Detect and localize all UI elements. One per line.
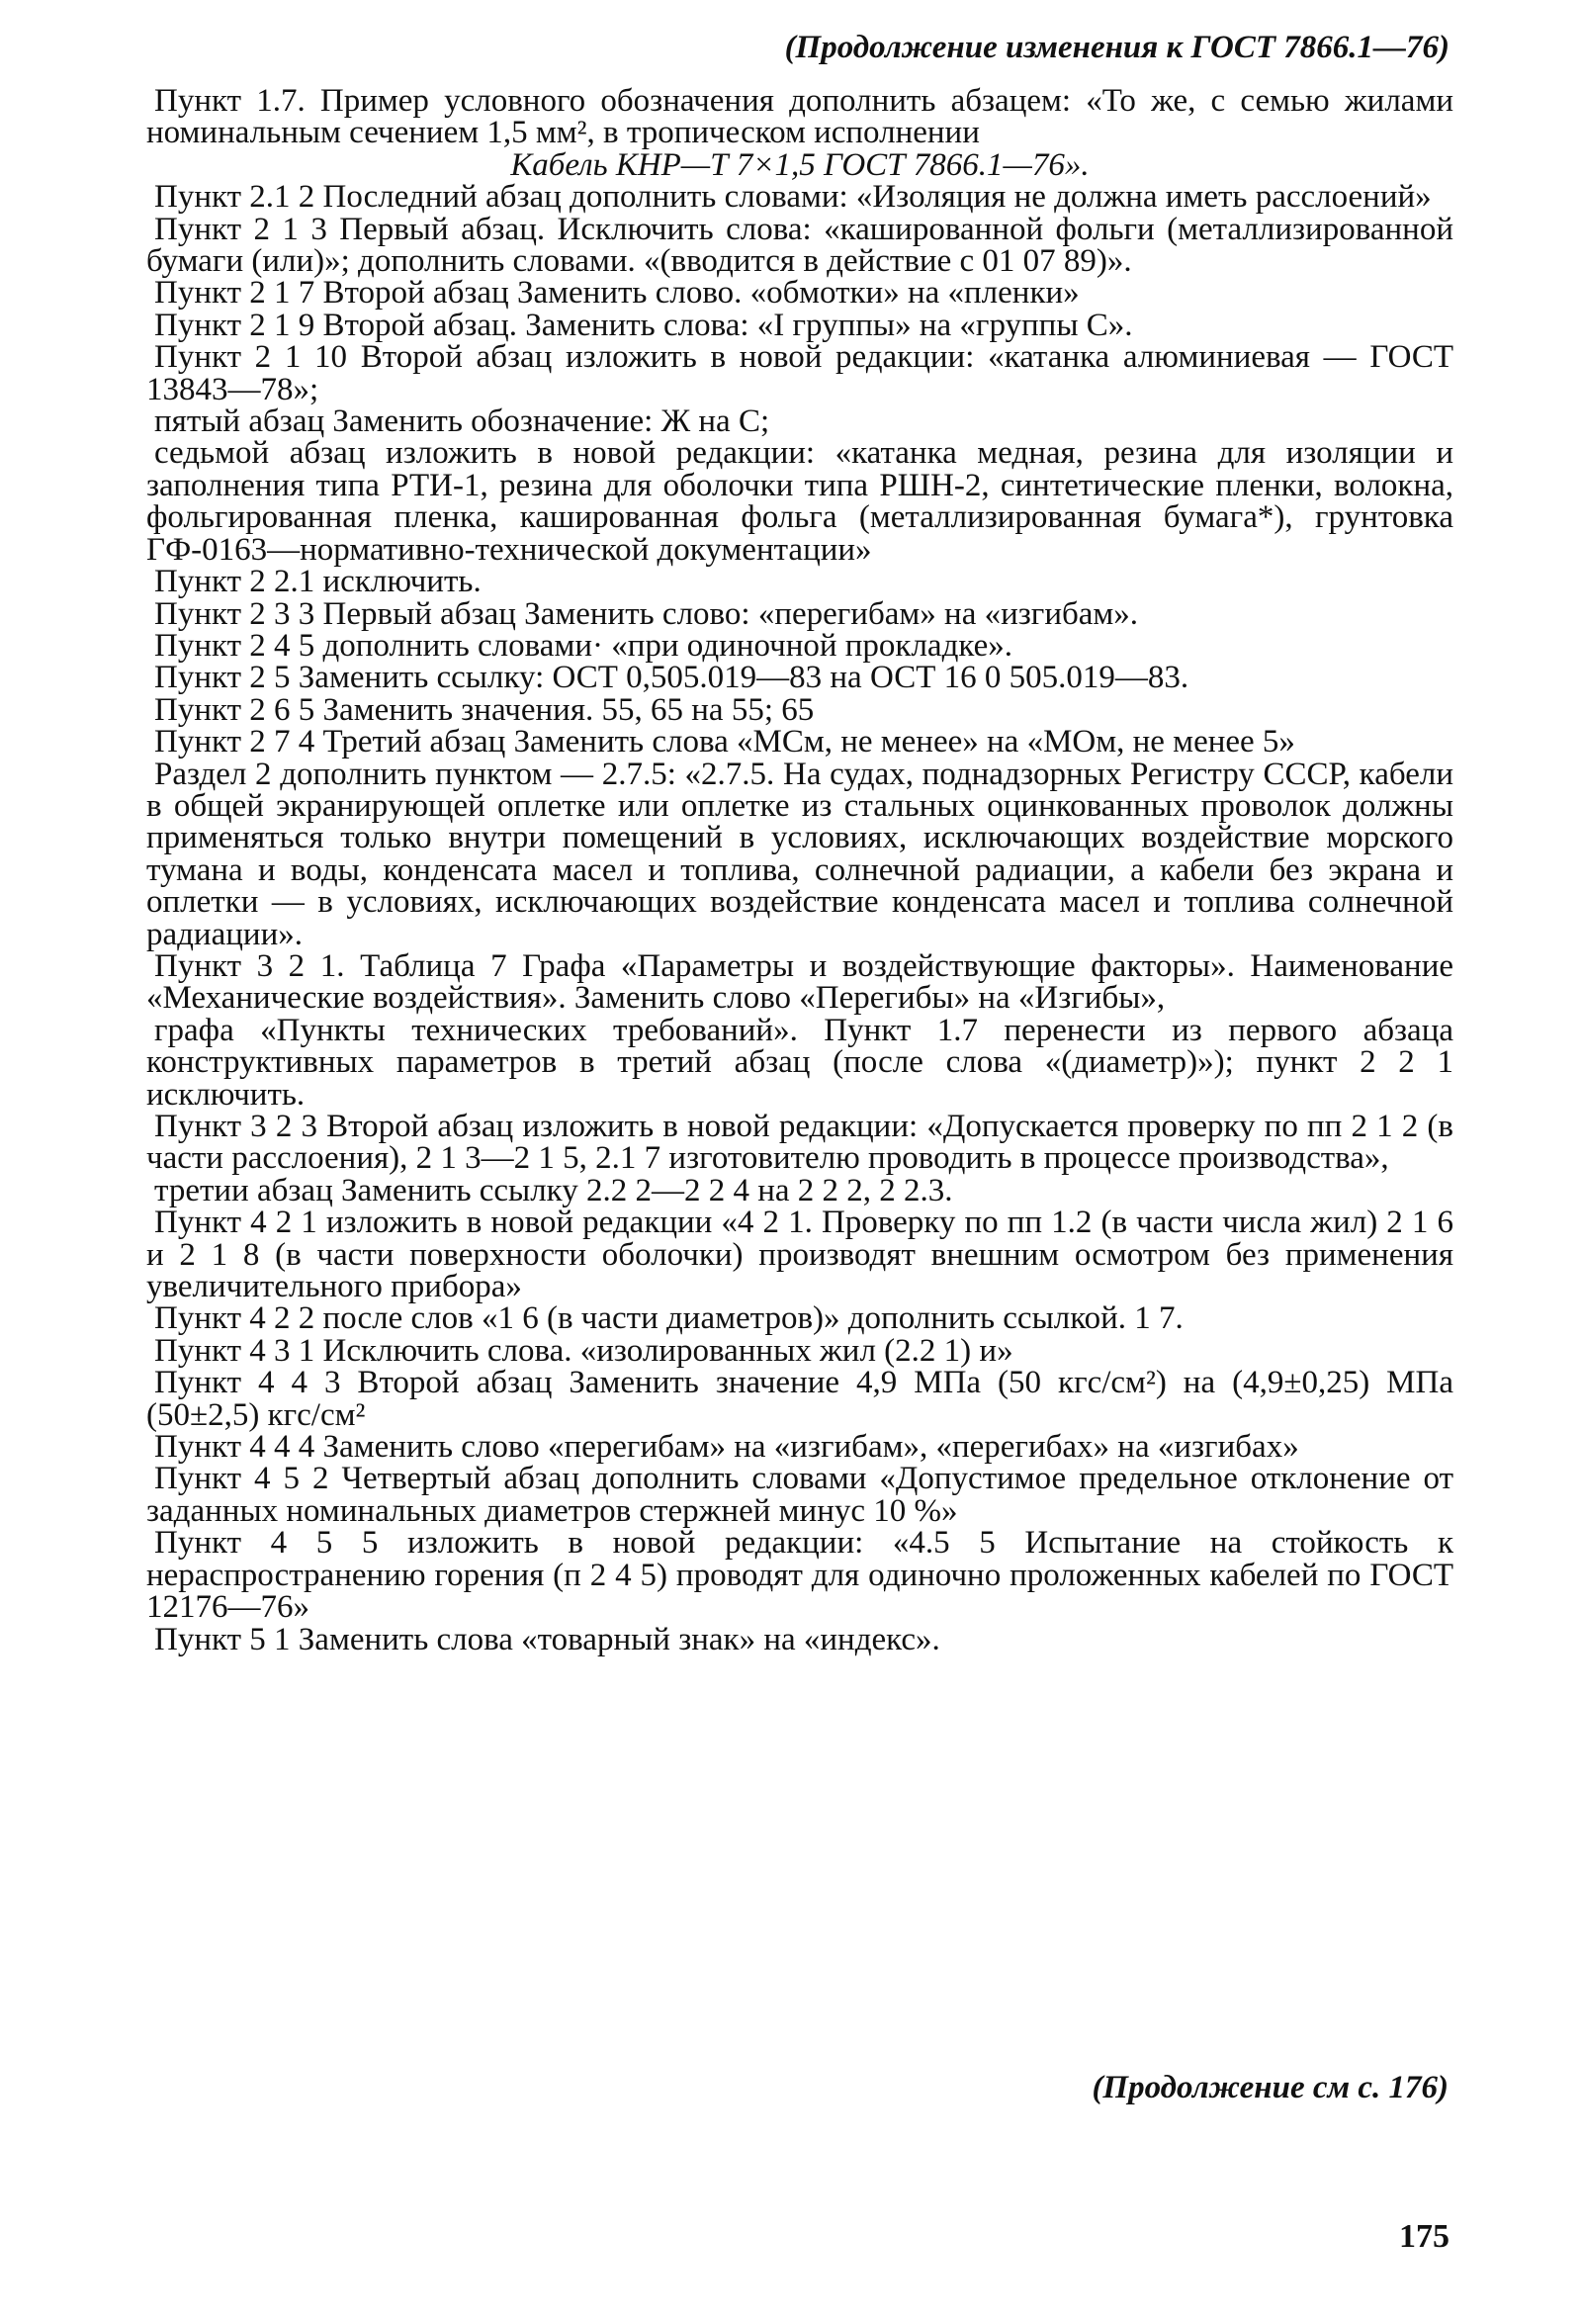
paragraph-5-1: Пункт 5 1 Заменить слова «товарный знак» на «индекс». bbox=[154, 1621, 940, 1657]
paragraph-4-2-2: Пункт 4 2 2 после слов «1 6 (в части диаметров)» дополнить ссылкой. 1 7. bbox=[154, 1300, 1184, 1337]
paragraph-3-2-3: Пункт 3 2 3 Второй абзац изложить в новой редакции: «Допускается проверку по пп 2 1 2 (в части расслоения), 2 1 3—2 1 5, 2.1 7 изготовителю проводить в процессе производства», bbox=[146, 1109, 1453, 1177]
continuation-note: (Продолжение см с. 176) bbox=[1092, 2070, 1449, 2105]
paragraph-2-1-9: Пункт 2 1 9 Второй абзац. Заменить слова: «I группы» на «группы С». bbox=[154, 307, 1133, 343]
paragraph-4-3-1: Пункт 4 3 1 Исключить слова. «изолированных жил (2.2 1) и» bbox=[154, 1332, 1013, 1369]
paragraph-2-2-1: Пункт 2 2.1 исключить. bbox=[154, 564, 482, 600]
paragraph-2-3-3: Пункт 2 3 3 Первый абзац Заменить слово: «перегибам» на «изгибам». bbox=[154, 595, 1139, 632]
paragraph-4-5-2: Пункт 4 5 2 Четвертый абзац дополнить словами «Допустимое предельное отклонение от заданных номинальных диаметров стержней минус 10 %» bbox=[146, 1461, 1453, 1529]
paragraph-3-2-1: Пункт 3 2 1. Таблица 7 Графа «Параметры и воздействующие факторы». Наименование «Механические воздействия». Заменить слово «Перегибы» на «Изгибы», bbox=[146, 947, 1453, 1017]
paragraph-2-1-2: Пункт 2.1 2 Последний абзац дополнить словами: «Изоляция не должна иметь расслоений» bbox=[154, 179, 1432, 216]
paragraph-2-7-5: Раздел 2 дополнить пунктом — 2.7.5: «2.7.5. На судах, поднадзорных Регистру СССР, кабели в общей экранирующей оплетке или оплетке из стальных оцинкованных проволок должны применяться только внутри помещений в условиях, исключающих воздействие морского тумана и воды, конденсата масел и топлива, солнечной радиации, а кабели без экрана и оплетки — в условиях, исключающих воздействие конденсата масел и топлива солнечной радиации». bbox=[146, 756, 1453, 952]
paragraph-4-4-3: Пункт 4 4 3 Второй абзац Заменить значение 4,9 МПа (50 кгс/см²) на (4,9±0,25) МПа (50±2,5) кгс/см² bbox=[146, 1365, 1453, 1433]
paragraph-grafa: графа «Пункты технических требований». Пункт 1.7 перенести из первого абзаца конструктивных параметров в третий абзац (после слова «(диаметр)»); пункт 2 2 1 исключить. bbox=[146, 1012, 1453, 1113]
paragraph-2-1-3: Пункт 2 1 3 Первый абзац. Исключить слова: «кашированной фольги (металлизированной бумаги (или)»; дополнить словами. «(вводится в действие с 01 07 89)». bbox=[146, 211, 1453, 280]
paragraph-2-6-5: Пункт 2 6 5 Заменить значения. 55, 65 на 55; 65 bbox=[154, 691, 815, 728]
paragraph-1-7: Пункт 1.7. Пример условного обозначения дополнить абзацем: «То же, с семью жилами номинальным сечением 1,5 мм², в тропическом исполнении bbox=[146, 83, 1453, 151]
paragraph-fifth-abzats: пятый абзац Заменить обозначение: Ж на С; bbox=[154, 403, 770, 440]
paragraph-2-1-7: Пункт 2 1 7 Второй абзац Заменить слово. «обмотки» на «пленки» bbox=[154, 275, 1080, 312]
paragraph-4-4-4: Пункт 4 4 4 Заменить слово «перегибам» на «изгибам», «перегибах» на «изгибах» bbox=[154, 1429, 1299, 1466]
paragraph-2-7-4: Пункт 2 7 4 Третий абзац Заменить слова «МСм, не менее» на «МОм, не менее 5» bbox=[154, 724, 1295, 760]
paragraph-4-2-1: Пункт 4 2 1 изложить в новой редакции «4 2 1. Проверку по пп 1.2 (в части числа жил) 2 1 6 и 2 1 8 (в части поверхности оболочки) производят внешним осмотром без применения увеличительного прибора» bbox=[146, 1205, 1453, 1305]
paragraph-seventh-abzats: седьмой абзац изложить в новой редакции: «катанка медная, резина для изоляции и заполнения типа РТИ-1, резина для оболочки типа РШН-2, синтетические пленки, волокна, фольгированная пленка, кашированная фольга (металлизированная бумага*), грунтовка ГФ-0163—нормативно-технической документации» bbox=[146, 435, 1453, 568]
cable-designation: Кабель КНР—Т 7×1,5 ГОСТ 7866.1—76». bbox=[510, 146, 1090, 183]
document-body bbox=[146, 85, 1453, 1655]
paragraph-2-4-5: Пункт 2 4 5 дополнить словами· «при одиночной прокладке». bbox=[154, 627, 1012, 664]
page-header: (Продолжение изменения к ГОСТ 7866.1—76) bbox=[784, 30, 1449, 65]
paragraph-third-abzats: третии абзац Заменить ссылку 2.2 2—2 2 4 на 2 2 2, 2 2.3. bbox=[154, 1172, 953, 1208]
page-number: 175 bbox=[1399, 2218, 1449, 2255]
paragraph-4-5-5: Пункт 4 5 5 изложить в новой редакции: «4.5 5 Испытание на стойкость к нераспространению горения (п 2 4 5) проводят для одиночно проложенных кабелей по ГОСТ 12176—76» bbox=[146, 1525, 1453, 1626]
paragraph-2-1-10: Пункт 2 1 10 Второй абзац изложить в новой редакции: «катанка алюминиевая — ГОСТ 13843—78»; bbox=[146, 339, 1453, 407]
paragraph-2-5: Пункт 2 5 Заменить ссылку: ОСТ 0,505.019—83 на ОСТ 16 0 505.019—83. bbox=[154, 660, 1189, 696]
